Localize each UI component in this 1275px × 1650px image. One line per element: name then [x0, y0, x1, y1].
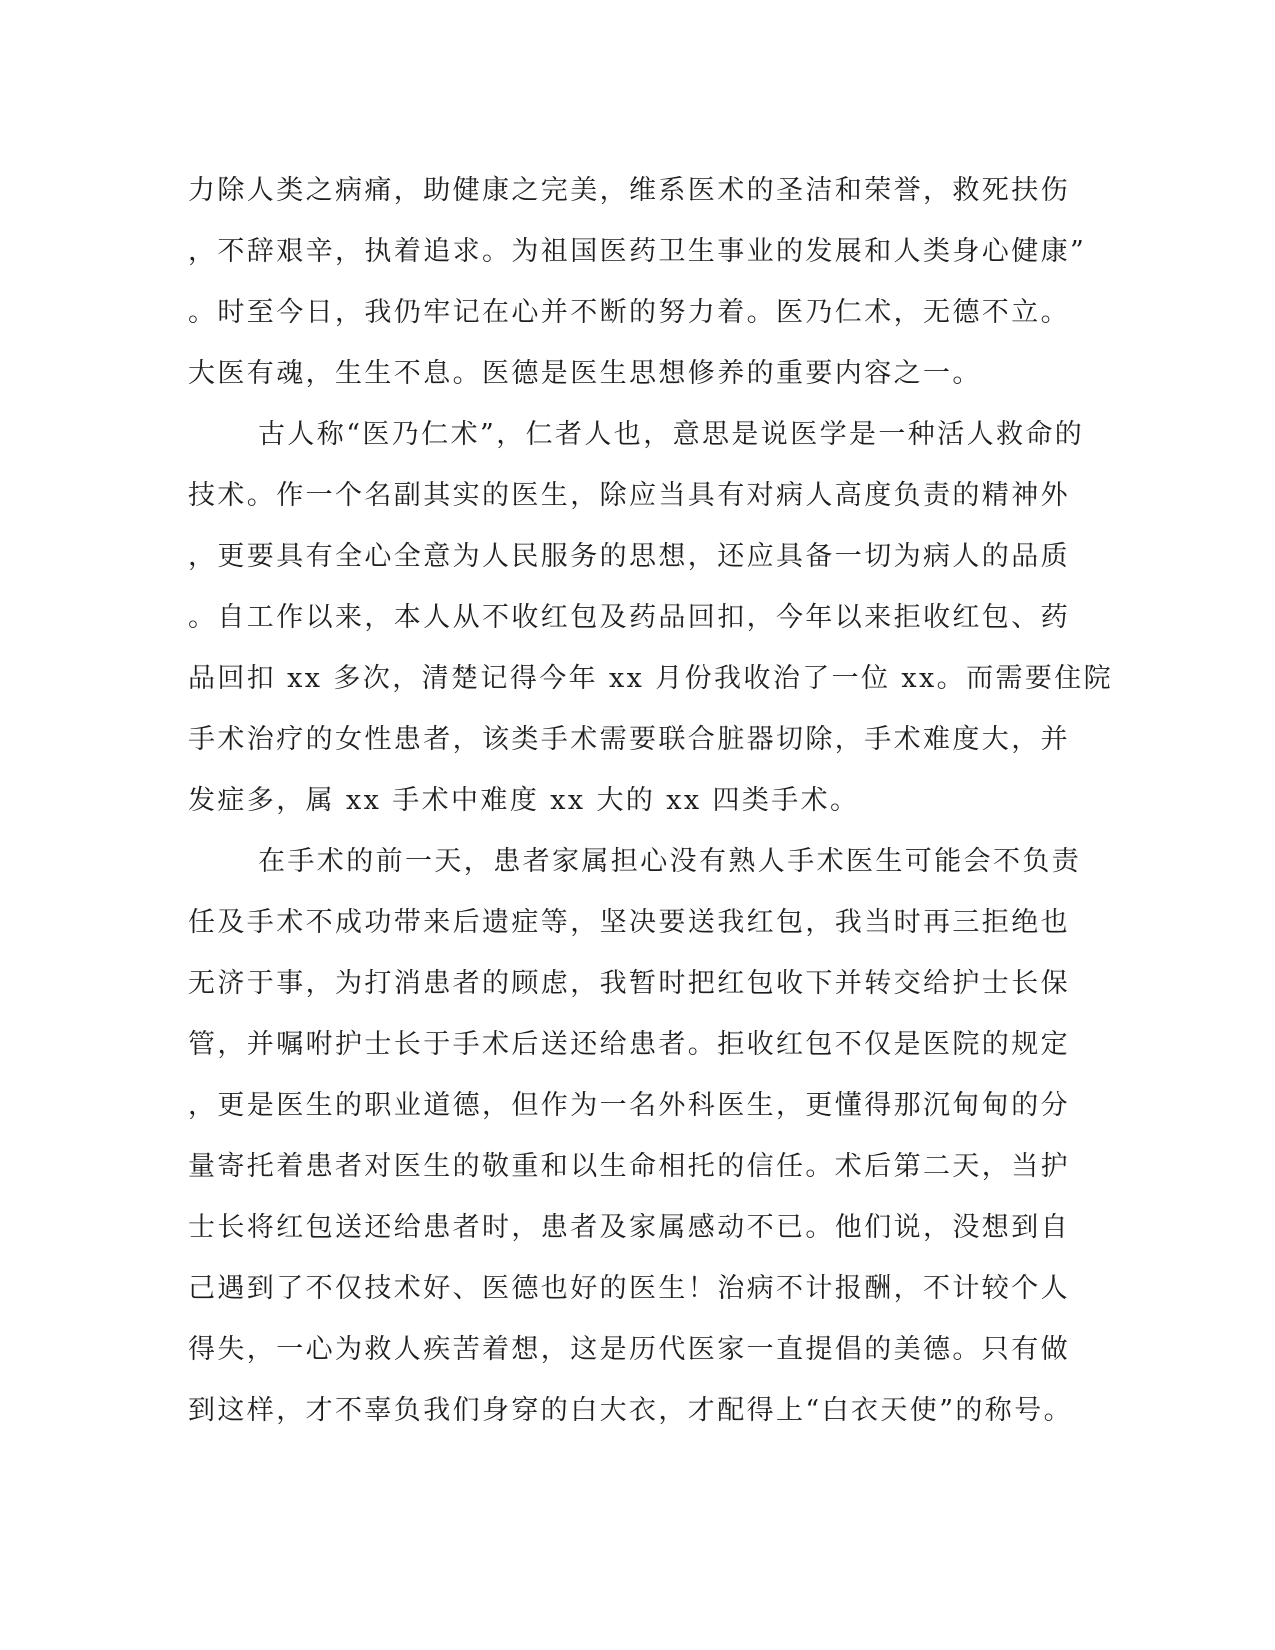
text-line: 管，并嘱咐护士长于手术后送还给患者。拒收红包不仅是医院的规定: [188, 1029, 1070, 1060]
paragraph-1: [188, 160, 1088, 404]
text-line: 任及手术不成功带来后遗症等，坚决要送我红包，我当时再三拒绝也: [188, 907, 1070, 938]
text-line: ，更要具有全心全意为人民服务的思想，还应具备一切为病人的品质: [188, 541, 1070, 572]
text-line: 量寄托着患者对医生的敬重和以生命相托的信任。术后第二天，当护: [188, 1151, 1070, 1182]
text-line: 发症多，属 xx 手术中难度 xx 大的 xx 四类手术。: [188, 785, 860, 816]
text-line: 无济于事，为打消患者的顾虑，我暂时把红包收下并转交给护士长保: [188, 968, 1070, 999]
paragraph-2: [188, 404, 1114, 831]
text-line: 力除人类之病痛，助健康之完美，维系医术的圣洁和荣誉，救死扶伤: [188, 175, 1070, 206]
text-line: 己遇到了不仅技术好、医德也好的医生！治病不计报酬，不计较个人: [188, 1273, 1070, 1304]
paragraph-3: [188, 831, 1088, 1441]
text-line: 得失，一心为救人疾苦着想，这是历代医家一直提倡的美德。只有做: [188, 1334, 1070, 1365]
text-line: 。自工作以来，本人从不收红包及药品回扣，今年以来拒收红包、药: [188, 602, 1070, 633]
text-line: 技术。作一个名副其实的医生，除应当具有对病人高度负责的精神外: [188, 480, 1070, 511]
text-line: 大医有魂，生生不息。医德是医生思想修养的重要内容之一。: [188, 358, 982, 389]
text-line: 手术治疗的女性患者，该类手术需要联合脏器切除，手术难度大，并: [188, 724, 1070, 755]
text-line: 在手术的前一天，患者家属担心没有熟人手术医生可能会不负责: [258, 846, 1082, 877]
text-line: 到这样，才不辜负我们身穿的白大衣，才配得上“白衣天使”的称号。: [188, 1395, 1074, 1426]
text-line: ，不辞艰辛，执着追求。为祖国医药卫生事业的发展和人类身心健康”: [188, 236, 1087, 267]
text-line: 品回扣 xx 多次，清楚记得今年 xx 月份我收治了一位 xx。而需要住院: [188, 663, 1114, 694]
text-line: 。时至今日，我仍牢记在心并不断的努力着。医乃仁术，无德不立。: [188, 297, 1070, 328]
text-line: 古人称“医乃仁术”，仁者人也，意思是说医学是一种活人救命的: [258, 419, 1085, 450]
text-line: 士长将红包送还给患者时，患者及家属感动不已。他们说，没想到自: [188, 1212, 1070, 1243]
text-line: ，更是医生的职业道德，但作为一名外科医生，更懂得那沉甸甸的分: [188, 1090, 1070, 1121]
document-body: [188, 160, 1114, 1441]
